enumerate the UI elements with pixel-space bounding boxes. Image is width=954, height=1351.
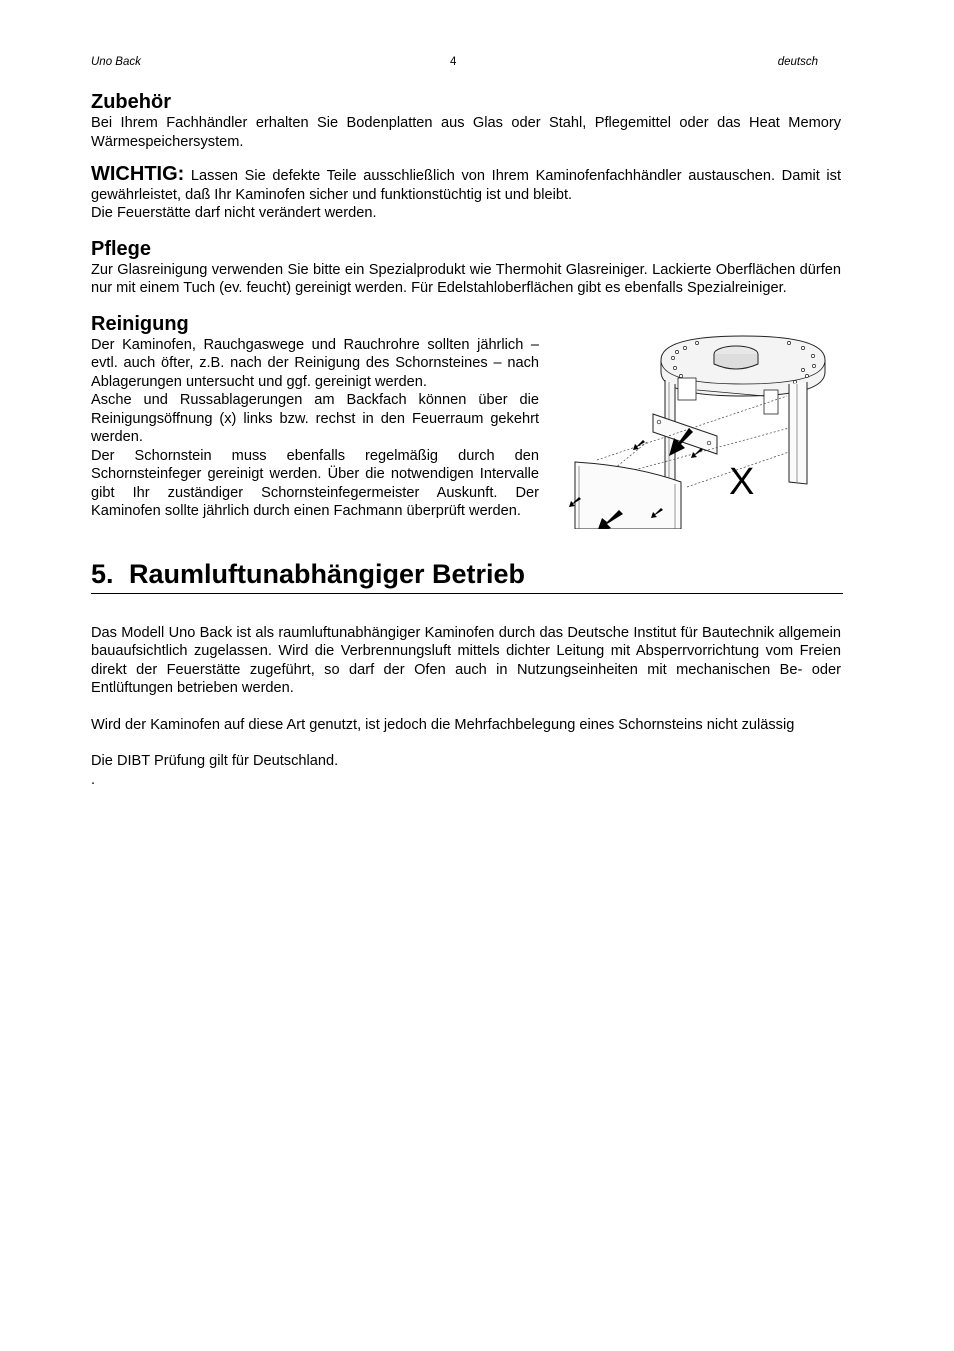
reinigung-heading: Reinigung xyxy=(91,312,189,335)
section-wichtig xyxy=(91,165,841,223)
header-document-title: Uno Back xyxy=(91,56,141,68)
page-header xyxy=(91,56,818,72)
reinigung-paragraph-3: Der Schornstein muss ebenfalls regelmäßig durch den Schornsteinfeger gereinigt werden. Über die notwendigen Intervalle gibt Ihr zuständiger Schornsteinfegermeister Auskunft. Der Kaminofen sollte jährlich durch einen Fachmann überprüft werden. xyxy=(91,447,539,519)
chapter-paragraph-2: Wird der Kaminofen auf diese Art genutzt, ist jedoch die Mehrfachbelegung eines Schornsteins nicht zulässig xyxy=(91,716,795,733)
section-pflege xyxy=(91,237,841,298)
section-reinigung xyxy=(91,312,841,521)
page-content xyxy=(91,90,841,789)
chapter-title: Raumluftunabhängiger Betrieb xyxy=(129,558,526,589)
section-zubehoer xyxy=(91,90,841,151)
wichtig-text: Lassen Sie defekte Teile ausschließlich von Ihrem Kaminofenfachhändler austauschen. Damit ist gewährleistet, daß Ihr Kaminofen sicher und funktionstüchtig ist und bleibt. xyxy=(91,168,841,203)
chapter-heading xyxy=(91,557,843,594)
chapter-paragraph-1: Das Modell Uno Back ist als raumluftunabhängiger Kaminofen durch das Deutsche Institut für Bautechnik allgemein bauaufsichtlich zugelassen. Wird die Verbrennungsluft mittels dichter Leitung mit Absperrvorrichtung vom Freien direkt der Feuerstätte zugeführt, so darf der Ofen auch in Nutzungseinheiten mit mechanischen Be- oder Entlüftungen betrieben werden. xyxy=(91,624,841,696)
reinigung-paragraph-1: Der Kaminofen, Rauchgaswege und Rauchrohre sollten jährlich – evtl. auch öfter, z.B. nach der Reinigung des Schornsteines – nach Ablagerungen untersucht und ggf. gereinigt werden. xyxy=(91,336,539,390)
chapter-paragraph-4: . xyxy=(91,771,96,788)
chapter-number: 5. xyxy=(91,558,114,589)
figure-label-x: X xyxy=(729,460,755,503)
pflege-text: Zur Glasreinigung verwenden Sie bitte ein Spezialprodukt wie Thermohit Glasreiniger. Lackierte Oberflächen dürfen nur mit einem Tuch (ev. feucht) gereinigt werden. Für Edelstahloberflächen gibt es ebenfalls Spezialreiniger. xyxy=(91,261,841,296)
wichtig-text-2: Die Feuerstätte darf nicht verändert werden. xyxy=(91,205,377,221)
chapter-paragraph-3: Die DIBT Prüfung gilt für Deutschland. xyxy=(91,753,339,769)
pflege-heading: Pflege xyxy=(91,237,152,260)
header-language: deutsch xyxy=(777,56,818,68)
wichtig-paragraph xyxy=(91,165,841,204)
zubehoer-heading: Zubehör xyxy=(91,91,171,113)
reinigung-paragraph-2: Asche und Russablagerungen am Backfach können über die Reinigungsöffnung (x) links bzw. rechst in den Feuerraum gekehrt werden. xyxy=(91,392,539,445)
wichtig-label: WICHTIG: xyxy=(91,163,185,185)
zubehoer-text: Bei Ihrem Fachhändler erhalten Sie Bodenplatten aus Glas oder Stahl, Pflegemittel oder das Heat Memory Wärmespeichersystem. xyxy=(91,115,841,150)
stove-cleaning-figure xyxy=(557,332,829,529)
header-page-number: 4 xyxy=(450,56,457,68)
